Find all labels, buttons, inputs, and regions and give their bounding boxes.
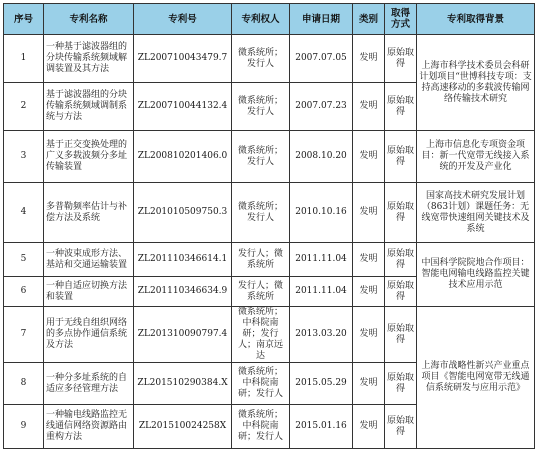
patent-number: ZL200710043479.7 xyxy=(134,35,232,83)
application-date: 2013.03.20 xyxy=(290,307,353,363)
header-index: 序号 xyxy=(4,4,44,35)
application-date: 2015.05.29 xyxy=(290,363,353,405)
patent-owner: 发行人；微系统所 xyxy=(232,277,290,307)
table-row xyxy=(4,183,535,243)
header-patent-no: 专利号 xyxy=(134,4,232,35)
application-date: 2007.07.05 xyxy=(290,35,353,83)
acquire-method: 原始取得 xyxy=(385,35,417,83)
row-index: 4 xyxy=(4,183,44,243)
background-cell: 上海市战略性新兴产业重点项目《智能电网宽带无线通信系统研发与应用示范》 xyxy=(417,307,535,449)
acquire-method: 原始取得 xyxy=(385,363,417,405)
acquire-method: 原始取得 xyxy=(385,243,417,277)
patent-table xyxy=(3,3,535,449)
header-background: 专利取得背景 xyxy=(417,4,535,35)
header-name: 专利名称 xyxy=(44,4,134,35)
header-date: 申请日期 xyxy=(290,4,353,35)
patent-owner: 微系统所；中科院南研；发行人；南京远达 xyxy=(232,307,290,363)
table-row xyxy=(4,307,535,363)
patent-number: ZL201510024258X xyxy=(134,405,232,449)
patent-number: ZL200710044132.4 xyxy=(134,83,232,131)
acquire-method: 原始取得 xyxy=(385,405,417,449)
row-index: 3 xyxy=(4,131,44,183)
patent-name: 基于正交变换处理的广义多载波频分多址传输装置 xyxy=(44,131,134,183)
header-owner: 专利权人 xyxy=(232,4,290,35)
background-cell: 中国科学院院地合作项目：智能电网输电线路监控关键技术应用示范 xyxy=(417,243,535,307)
patent-type: 发明 xyxy=(353,83,385,131)
patent-name: 一种输电线路监控无线通信网络资源路由重构方法 xyxy=(44,405,134,449)
acquire-method: 原始取得 xyxy=(385,131,417,183)
background-cell: 上海市信息化专项资金项目：新一代宽带无线接入系统的开发及产业化 xyxy=(417,131,535,183)
patent-type: 发明 xyxy=(353,243,385,277)
application-date: 2008.10.20 xyxy=(290,131,353,183)
patent-type: 发明 xyxy=(353,183,385,243)
patent-name: 一种波束成形方法、基站和交通运输装置 xyxy=(44,243,134,277)
header-method: 取得方式 xyxy=(385,4,417,35)
patent-owner: 微系统所；发行人 xyxy=(232,183,290,243)
acquire-method: 原始取得 xyxy=(385,277,417,307)
row-index: 1 xyxy=(4,35,44,83)
row-index: 7 xyxy=(4,307,44,363)
header-type: 类别 xyxy=(353,4,385,35)
patent-type: 发明 xyxy=(353,277,385,307)
acquire-method: 原始取得 xyxy=(385,307,417,363)
patent-owner: 微系统所；发行人 xyxy=(232,35,290,83)
table-row xyxy=(4,35,535,83)
background-cell: 国家高技术研究发展计划（863计划）课题任务：无线宽带快速组网关键技术及系统 xyxy=(417,183,535,243)
row-index: 8 xyxy=(4,363,44,405)
patent-number: ZL201010509750.3 xyxy=(134,183,232,243)
patent-type: 发明 xyxy=(353,363,385,405)
patent-type: 发明 xyxy=(353,307,385,363)
patent-owner: 微系统所；中科院南研；发行人 xyxy=(232,405,290,449)
patent-table-container xyxy=(3,3,535,449)
application-date: 2015.01.16 xyxy=(290,405,353,449)
table-row xyxy=(4,131,535,183)
patent-owner: 发行人；微系统所 xyxy=(232,243,290,277)
patent-number: ZL200810201406.0 xyxy=(134,131,232,183)
patent-name: 基于滤波器组的分块传输系统频域调制系统与方法 xyxy=(44,83,134,131)
application-date: 2010.10.16 xyxy=(290,183,353,243)
patent-number: ZL201110346614.1 xyxy=(134,243,232,277)
application-date: 2011.11.04 xyxy=(290,277,353,307)
application-date: 2011.11.04 xyxy=(290,243,353,277)
acquire-method: 原始取得 xyxy=(385,83,417,131)
patent-owner: 微系统所；发行人 xyxy=(232,83,290,131)
row-index: 5 xyxy=(4,243,44,277)
patent-name: 一种分多址系统的自适应多径管理方法 xyxy=(44,363,134,405)
row-index: 9 xyxy=(4,405,44,449)
patent-number: ZL201110346634.9 xyxy=(134,277,232,307)
patent-number: ZL201510290384.X xyxy=(134,363,232,405)
row-index: 2 xyxy=(4,83,44,131)
header-row xyxy=(4,4,535,35)
patent-number: ZL201310090797.4 xyxy=(134,307,232,363)
patent-name: 用于无线自组织网络的多点协作通信系统及方法 xyxy=(44,307,134,363)
patent-name: 一种基于滤波器组的分块传输系统频域解调装置及其方法 xyxy=(44,35,134,83)
patent-type: 发明 xyxy=(353,405,385,449)
patent-type: 发明 xyxy=(353,35,385,83)
background-cell: 上海市科学技术委员会科研计划项目“世博科技专项：支持高速移动的多载波传输网络传输技术研究 xyxy=(417,35,535,131)
patent-owner: 微系统所；发行人 xyxy=(232,131,290,183)
patent-name: 一种自适应切换方法和装置 xyxy=(44,277,134,307)
row-index: 6 xyxy=(4,277,44,307)
application-date: 2007.07.23 xyxy=(290,83,353,131)
patent-name: 多普勒频率估计与补偿方法及系统 xyxy=(44,183,134,243)
acquire-method: 原始取得 xyxy=(385,183,417,243)
patent-type: 发明 xyxy=(353,131,385,183)
table-row xyxy=(4,243,535,277)
patent-owner: 微系统所；中科院南研；发行人 xyxy=(232,363,290,405)
